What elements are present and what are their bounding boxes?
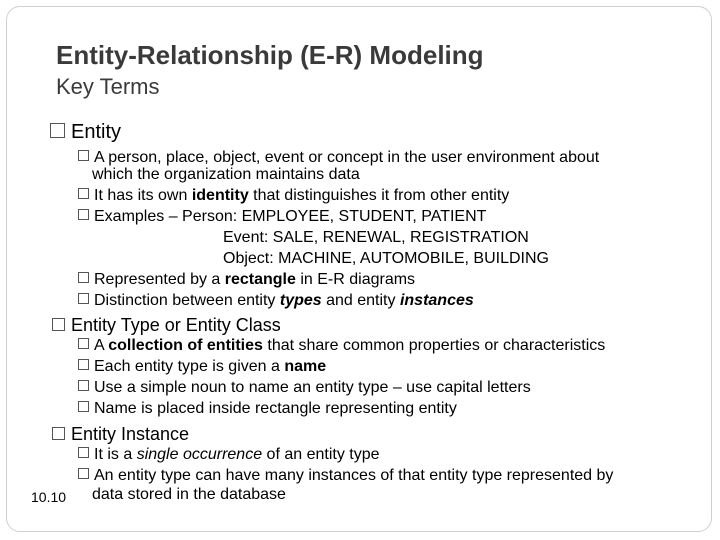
bullet-text-bold: identity bbox=[191, 187, 249, 204]
bullet-text-italic: types bbox=[279, 292, 322, 309]
bullet-text: A bbox=[94, 337, 109, 354]
bullet-box-icon bbox=[78, 380, 89, 391]
section-heading-entity-instance bbox=[52, 424, 189, 445]
bullet-box-icon bbox=[78, 272, 89, 283]
bullet-box-icon bbox=[78, 359, 89, 370]
bullet-text-bold: rectangle bbox=[224, 271, 296, 288]
bullet-text: An entity type can have many instances of that entity type represented by bbox=[94, 467, 614, 484]
bullet-box-icon bbox=[78, 447, 89, 458]
bullet-box-icon bbox=[78, 150, 89, 161]
bullet-text: Examples – Person: EMPLOYEE, STUDENT, PATIENT bbox=[94, 208, 487, 225]
bullet-text: It is a bbox=[94, 446, 137, 463]
bullet-text: A person, place, object, event or concept in the user environment about bbox=[94, 149, 600, 166]
heading-text: Entity Type or Entity Class bbox=[71, 315, 281, 335]
bullet-text: It has its own bbox=[94, 187, 192, 204]
bullet-text: Distinction between entity bbox=[94, 292, 280, 309]
page-number: 10.10 bbox=[31, 489, 67, 505]
bullet-text: that distinguishes it from other entity bbox=[248, 187, 510, 204]
entity-bullet-1 bbox=[78, 149, 599, 167]
entity-type-bullet-2 bbox=[78, 358, 326, 376]
entity-bullet-3 bbox=[78, 208, 486, 226]
bullet-text-italic: instances bbox=[399, 292, 474, 309]
entity-type-bullet-1 bbox=[78, 337, 605, 355]
entity-instance-bullet-1 bbox=[78, 446, 380, 464]
bullet-text: that share common properties or characteristics bbox=[262, 337, 606, 354]
bullet-text-bold: collection of entities bbox=[108, 337, 263, 354]
entity-bullet-3-cont-2: Object: MACHINE, AUTOMOBILE, BUILDING bbox=[223, 250, 549, 267]
slide-subtitle: Key Terms bbox=[56, 74, 160, 99]
entity-instance-bullet-2-cont: data stored in the database bbox=[92, 486, 286, 503]
bullet-box-icon bbox=[52, 427, 65, 440]
slide-title: Entity-Relationship (E-R) Modeling bbox=[56, 40, 484, 70]
bullet-box-icon bbox=[78, 188, 89, 199]
entity-bullet-1-cont: which the organization maintains data bbox=[92, 166, 360, 183]
heading-text: Entity bbox=[71, 121, 122, 143]
bullet-box-icon bbox=[78, 338, 89, 349]
section-heading-entity-type bbox=[52, 315, 281, 336]
entity-bullet-4 bbox=[78, 271, 415, 289]
bullet-box-icon bbox=[52, 318, 65, 331]
bullet-box-icon bbox=[78, 401, 89, 412]
entity-bullet-5 bbox=[78, 292, 474, 310]
bullet-box-icon bbox=[78, 468, 89, 479]
bullet-text: Name is placed inside rectangle representing entity bbox=[94, 400, 457, 417]
bullet-box-icon bbox=[78, 209, 89, 220]
bullet-text-bold: name bbox=[284, 358, 327, 375]
bullet-text-italic: single occurrence bbox=[136, 446, 263, 463]
bullet-box-icon bbox=[78, 293, 89, 304]
entity-bullet-2 bbox=[78, 187, 509, 205]
section-heading-entity bbox=[50, 121, 121, 144]
bullet-box-icon bbox=[50, 123, 65, 138]
bullet-text: and entity bbox=[321, 292, 400, 309]
entity-instance-bullet-2 bbox=[78, 467, 613, 485]
bullet-text: Each entity type is given a bbox=[94, 358, 285, 375]
entity-bullet-3-cont-1: Event: SALE, RENEWAL, REGISTRATION bbox=[223, 229, 529, 246]
entity-type-bullet-4 bbox=[78, 400, 457, 418]
heading-text: Entity Instance bbox=[71, 424, 190, 444]
bullet-text: in E-R diagrams bbox=[295, 271, 416, 288]
bullet-text: Represented by a bbox=[94, 271, 225, 288]
bullet-text: Use a simple noun to name an entity type – use capital letters bbox=[94, 379, 531, 396]
bullet-text: of an entity type bbox=[262, 446, 380, 463]
entity-type-bullet-3 bbox=[78, 379, 531, 397]
